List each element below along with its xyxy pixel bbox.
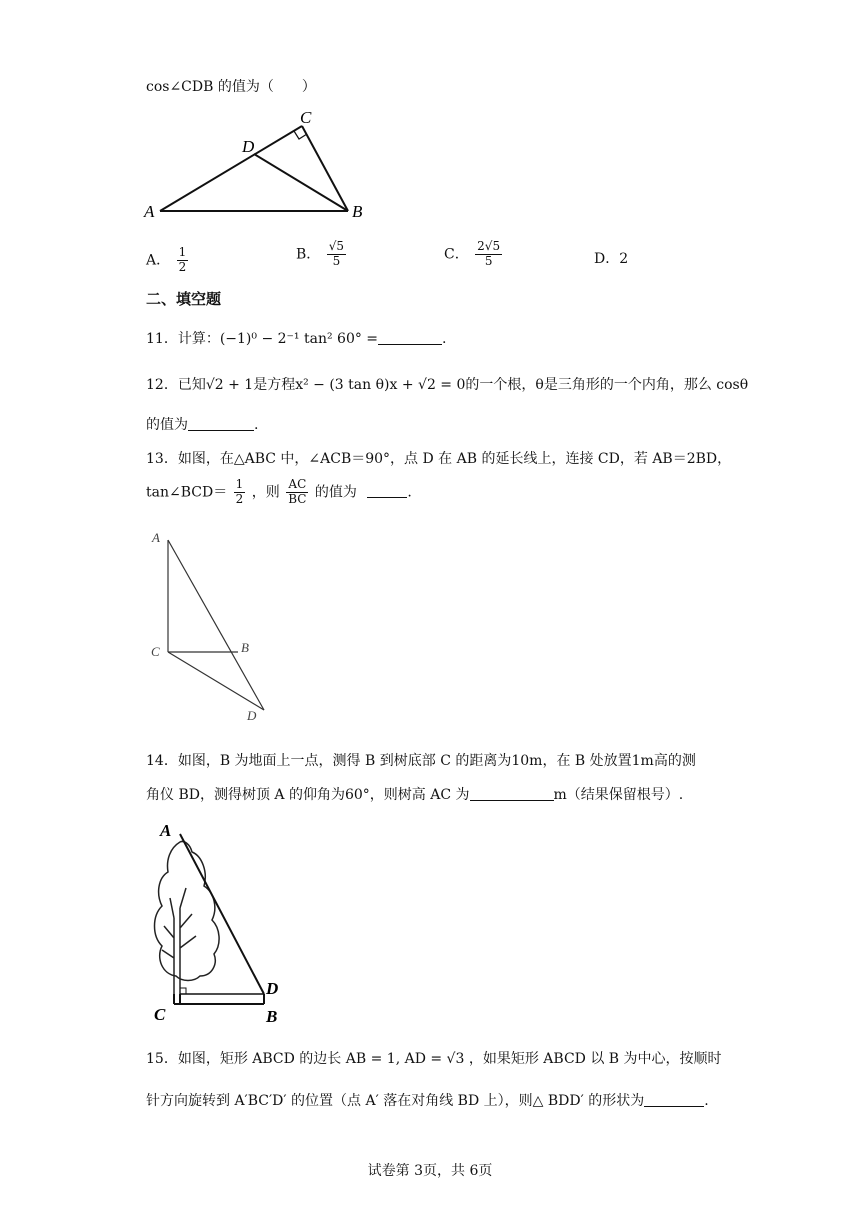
q10-label-a: A	[144, 202, 155, 221]
tree-icon	[155, 841, 220, 994]
q15-line1: 15．如图，矩形 ABCD 的边长 AB = 1, AD = √3 ，如果矩形 ABCD 以 B 为中心，按顺时	[146, 1051, 722, 1067]
q11: 11．计算：(−1)⁰ − 2⁻¹ tan² 60° = .	[146, 331, 447, 347]
q13-figure	[140, 526, 290, 726]
q14-label-d: D	[266, 979, 279, 998]
q12-line2: 的值为 .	[146, 417, 259, 433]
q11-expression: (−1)⁰ − 2⁻¹ tan² 60° =	[219, 331, 379, 347]
q13-label-c: C	[151, 644, 160, 659]
section-title: 二、填空题	[146, 290, 222, 308]
q12-equation: x² − (3 tan θ)x + √2 = 0	[295, 377, 466, 393]
q14-label-c: C	[154, 1005, 166, 1024]
q15-line2: 针方向旋转到 A′BC′D′ 的位置（点 A′ 落在对角线 BD 上），则△ BDD′ 的形状为 .	[146, 1093, 709, 1109]
q12-root: √2 + 1	[205, 377, 254, 393]
q13-answer-blank[interactable]	[367, 483, 407, 498]
q10-label-c: C	[300, 108, 312, 127]
q13-line1: 13．如图，在△ABC 中，∠ACB＝90°，点 D 在 AB 的延长线上，连接 CD，若 AB＝2BD，	[146, 451, 732, 467]
q13-label-b: B	[241, 640, 249, 655]
q10-figure	[138, 104, 378, 229]
q13-line2: tan∠BCD＝ $\frac{1}{2}$ ，则 $\frac{AC}{BC}$ 的值为 .	[146, 477, 412, 506]
q14-line2: 角仪 BD，测得树顶 A 的仰角为60°，则树高 AC 为 m（结果保留根号）.	[146, 787, 684, 803]
q10-option-c: C． $\frac{2√5}{5}$	[444, 239, 501, 268]
q10-label-b: B	[352, 202, 363, 221]
q13-label-a: A	[152, 530, 160, 545]
q14-label-a: A	[160, 821, 172, 840]
q10-option-a: A． $\frac{1}{2}$	[146, 245, 187, 274]
q10-option-d: D．2	[594, 251, 629, 267]
q10-label-d: D	[242, 137, 255, 156]
q14-label-b: B	[266, 1007, 278, 1026]
q12-line1: 12．已知√2 + 1是方程x² − (3 tan θ)x + √2 = 0的一个根，θ是三角形的一个内角，那么 cosθ	[146, 377, 749, 393]
q10-stem: cos∠CDB 的值为（ ）	[146, 79, 316, 95]
q12-answer-blank[interactable]	[188, 416, 254, 431]
q11-answer-blank[interactable]	[378, 330, 442, 345]
q14-figure	[148, 818, 298, 1028]
q10-option-b: B． $\frac{√5}{5}$	[296, 239, 345, 268]
q14-answer-blank[interactable]	[470, 786, 554, 801]
q15-answer-blank[interactable]	[644, 1092, 704, 1107]
page-footer: 试卷第 3页，共 6页	[367, 1163, 493, 1179]
q14-line1: 14．如图，B 为地面上一点，测得 B 到树底部 C 的距离为10m，在 B 处放置1m高的测	[146, 753, 696, 769]
q13-label-d: D	[247, 708, 257, 723]
